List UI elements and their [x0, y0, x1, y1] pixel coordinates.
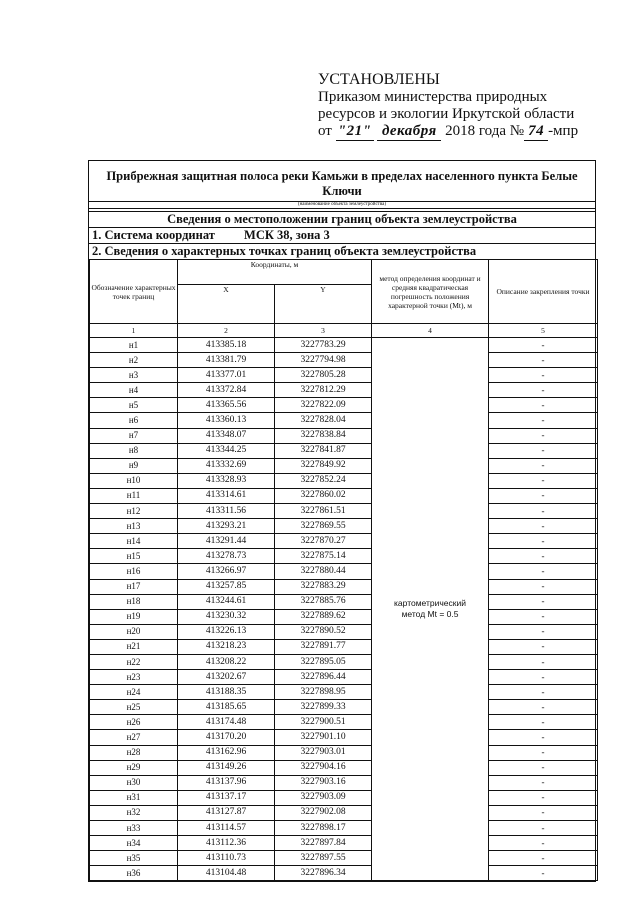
approval-stamp — [318, 70, 618, 141]
cell-x: 413348.07 — [178, 428, 275, 443]
cell-point: н27 — [90, 730, 178, 745]
cell-y: 3227897.84 — [275, 836, 372, 851]
cell-point: н34 — [90, 836, 178, 851]
cell-x: 413114.57 — [178, 821, 275, 836]
cell-x: 413127.87 — [178, 805, 275, 820]
header-fixing: Описание закрепления точки — [489, 260, 598, 324]
column-number-2: 2 — [178, 324, 275, 338]
table-row — [90, 700, 598, 715]
cell-fixing: - — [489, 821, 598, 836]
cell-x: 413137.17 — [178, 790, 275, 805]
cell-point: н21 — [90, 639, 178, 654]
points-table — [89, 259, 598, 881]
cell-point: н23 — [90, 670, 178, 685]
cell-y: 3227903.09 — [275, 790, 372, 805]
cell-x: 413291.44 — [178, 534, 275, 549]
cell-fixing: - — [489, 353, 598, 368]
cell-x: 413314.61 — [178, 488, 275, 503]
table-row — [90, 383, 598, 398]
table-row — [90, 745, 598, 760]
cell-x: 413149.26 — [178, 760, 275, 775]
cell-point: н1 — [90, 338, 178, 353]
table-row — [90, 790, 598, 805]
cell-x: 413244.61 — [178, 594, 275, 609]
cell-point: н19 — [90, 609, 178, 624]
cell-y: 3227896.44 — [275, 670, 372, 685]
cell-y: 3227885.76 — [275, 594, 372, 609]
cell-fixing: - — [489, 534, 598, 549]
approval-day: "21" — [336, 123, 374, 141]
section-heading: Сведения о местоположении границ объекта землеустройства — [89, 211, 595, 228]
cell-fixing: - — [489, 443, 598, 458]
cell-point: н18 — [90, 594, 178, 609]
approval-date-line — [318, 123, 618, 141]
cell-fixing: - — [489, 549, 598, 564]
cell-x: 413278.73 — [178, 549, 275, 564]
header-method: метод определения координат и средняя квадратическая погрешность положения характерной точки (Mt), м — [372, 260, 489, 324]
column-number-3: 3 — [275, 324, 372, 338]
table-row — [90, 398, 598, 413]
cell-x: 413185.65 — [178, 700, 275, 715]
coord-system-value: МСК 38, зона 3 — [244, 228, 330, 242]
cell-fixing: - — [489, 639, 598, 654]
table-row — [90, 428, 598, 443]
table-row — [90, 775, 598, 790]
cell-point: н3 — [90, 368, 178, 383]
cell-fixing: - — [489, 488, 598, 503]
method-line-1: картометрический — [394, 598, 466, 609]
table-row — [90, 639, 598, 654]
cell-y: 3227899.33 — [275, 700, 372, 715]
table-row — [90, 594, 598, 609]
cell-x: 413202.67 — [178, 670, 275, 685]
cell-y: 3227860.02 — [275, 488, 372, 503]
cell-y: 3227870.27 — [275, 534, 372, 549]
cell-fixing: - — [489, 685, 598, 700]
cell-point: н5 — [90, 398, 178, 413]
cell-x: 413170.20 — [178, 730, 275, 745]
cell-fixing: - — [489, 473, 598, 488]
cell-y: 3227898.17 — [275, 821, 372, 836]
cell-fixing: - — [489, 428, 598, 443]
approval-month: декабря — [377, 123, 441, 141]
cell-y: 3227896.34 — [275, 866, 372, 881]
column-number-1: 1 — [90, 324, 178, 338]
cell-y: 3227880.44 — [275, 564, 372, 579]
points-table-body — [90, 338, 598, 881]
document-title-note: (наименование объекта землеустройства) — [89, 201, 595, 209]
table-row — [90, 685, 598, 700]
cell-y: 3227794.98 — [275, 353, 372, 368]
cell-fixing: - — [489, 836, 598, 851]
cell-x: 413104.48 — [178, 866, 275, 881]
table-row — [90, 338, 598, 353]
cell-fixing: - — [489, 700, 598, 715]
cell-y: 3227812.29 — [275, 383, 372, 398]
cell-point: н33 — [90, 821, 178, 836]
cell-x: 413137.96 — [178, 775, 275, 790]
cell-fixing: - — [489, 775, 598, 790]
table-row — [90, 519, 598, 534]
table-row — [90, 504, 598, 519]
approval-from-word: от — [318, 123, 332, 139]
cell-point: н17 — [90, 579, 178, 594]
table-row — [90, 564, 598, 579]
table-row — [90, 670, 598, 685]
cell-point: н32 — [90, 805, 178, 820]
cell-fixing: - — [489, 790, 598, 805]
cell-point: н28 — [90, 745, 178, 760]
cell-fixing: - — [489, 624, 598, 639]
cell-fixing: - — [489, 458, 598, 473]
header-y: Y — [275, 285, 372, 324]
points-heading: 2. Сведения о характерных точках границ объекта землеустройства — [89, 243, 595, 259]
document-title-line-1: Прибрежная защитная полоса реки Камьжи в пределах населенного пункта Белые — [106, 169, 578, 183]
cell-x: 413328.93 — [178, 473, 275, 488]
table-row — [90, 730, 598, 745]
cell-fixing: - — [489, 368, 598, 383]
cell-fixing: - — [489, 805, 598, 820]
cell-x: 413381.79 — [178, 353, 275, 368]
cell-x: 413208.22 — [178, 654, 275, 669]
cell-fixing: - — [489, 413, 598, 428]
cell-y: 3227805.28 — [275, 368, 372, 383]
cell-point: н36 — [90, 866, 178, 881]
table-row — [90, 488, 598, 503]
table-row — [90, 534, 598, 549]
header-x: X — [178, 285, 275, 324]
approval-year: 2018 года № — [445, 123, 525, 139]
cell-y: 3227900.51 — [275, 715, 372, 730]
cell-fixing: - — [489, 519, 598, 534]
table-row — [90, 368, 598, 383]
cell-y: 3227822.09 — [275, 398, 372, 413]
cell-x: 413372.84 — [178, 383, 275, 398]
table-row — [90, 760, 598, 775]
coord-system-line — [89, 228, 595, 243]
cell-fixing: - — [489, 383, 598, 398]
cell-fixing: - — [489, 866, 598, 881]
cell-point: н7 — [90, 428, 178, 443]
cell-fixing: - — [489, 398, 598, 413]
cell-y: 3227895.05 — [275, 654, 372, 669]
cell-point: н26 — [90, 715, 178, 730]
cell-x: 413162.96 — [178, 745, 275, 760]
header-point: Обозначение характерных точек границ — [90, 260, 178, 324]
cell-y: 3227903.01 — [275, 745, 372, 760]
table-row — [90, 624, 598, 639]
table-row — [90, 458, 598, 473]
cell-fixing: - — [489, 745, 598, 760]
cell-y: 3227904.16 — [275, 760, 372, 775]
cell-y: 3227783.29 — [275, 338, 372, 353]
cell-x: 413311.56 — [178, 504, 275, 519]
cell-y: 3227897.55 — [275, 851, 372, 866]
cell-fixing: - — [489, 504, 598, 519]
approval-line-2: ресурсов и экологии Иркутской области — [318, 106, 575, 122]
cell-point: н6 — [90, 413, 178, 428]
approval-suffix: -мпр — [548, 123, 579, 139]
cell-y: 3227883.29 — [275, 579, 372, 594]
cell-y: 3227838.84 — [275, 428, 372, 443]
cell-fixing: - — [489, 579, 598, 594]
cell-x: 413377.01 — [178, 368, 275, 383]
cell-y: 3227898.95 — [275, 685, 372, 700]
header-coordinates: Координаты, м — [178, 260, 372, 285]
table-row — [90, 836, 598, 851]
cell-point: н25 — [90, 700, 178, 715]
cell-point: н10 — [90, 473, 178, 488]
cell-y: 3227890.52 — [275, 624, 372, 639]
table-row — [90, 579, 598, 594]
cell-y: 3227889.62 — [275, 609, 372, 624]
cell-x: 413365.56 — [178, 398, 275, 413]
cell-point: н14 — [90, 534, 178, 549]
cell-x: 413257.85 — [178, 579, 275, 594]
cell-point: н30 — [90, 775, 178, 790]
cell-point: н35 — [90, 851, 178, 866]
cell-y: 3227828.04 — [275, 413, 372, 428]
cell-point: н29 — [90, 760, 178, 775]
table-row — [90, 805, 598, 820]
cell-y: 3227852.24 — [275, 473, 372, 488]
cell-point: н24 — [90, 685, 178, 700]
cell-x: 413218.23 — [178, 639, 275, 654]
cell-y: 3227861.51 — [275, 504, 372, 519]
cell-x: 413112.36 — [178, 836, 275, 851]
cell-point: н2 — [90, 353, 178, 368]
table-row — [90, 715, 598, 730]
cell-point: н22 — [90, 654, 178, 669]
table-row — [90, 866, 598, 881]
table-row — [90, 821, 598, 836]
cell-y: 3227901.10 — [275, 730, 372, 745]
cell-fixing: - — [489, 851, 598, 866]
cell-point: н20 — [90, 624, 178, 639]
document-title-line-2: Ключи — [322, 184, 362, 198]
cell-x: 413344.25 — [178, 443, 275, 458]
table-row — [90, 549, 598, 564]
cell-fixing: - — [489, 564, 598, 579]
table-row — [90, 413, 598, 428]
cell-fixing: - — [489, 338, 598, 353]
cell-y: 3227849.92 — [275, 458, 372, 473]
cell-point: н12 — [90, 504, 178, 519]
column-number-4: 4 — [372, 324, 489, 338]
cell-x: 413230.32 — [178, 609, 275, 624]
method-cell — [372, 338, 489, 881]
cell-point: н8 — [90, 443, 178, 458]
cell-point: н16 — [90, 564, 178, 579]
cell-x: 413110.73 — [178, 851, 275, 866]
cell-point: н31 — [90, 790, 178, 805]
cell-x: 413332.69 — [178, 458, 275, 473]
cell-y: 3227875.14 — [275, 549, 372, 564]
approval-heading: УСТАНОВЛЕНЫ — [318, 71, 440, 88]
cell-x: 413385.18 — [178, 338, 275, 353]
cell-x: 413266.97 — [178, 564, 275, 579]
table-row — [90, 473, 598, 488]
cell-point: н11 — [90, 488, 178, 503]
cell-fixing: - — [489, 594, 598, 609]
boundary-document — [88, 160, 596, 882]
cell-fixing: - — [489, 670, 598, 685]
approval-line-1: Приказом министерства природных — [318, 89, 548, 105]
cell-fixing: - — [489, 715, 598, 730]
cell-x: 413188.35 — [178, 685, 275, 700]
cell-point: н13 — [90, 519, 178, 534]
cell-x: 413360.13 — [178, 413, 275, 428]
cell-point: н4 — [90, 383, 178, 398]
table-row — [90, 609, 598, 624]
cell-fixing: - — [489, 654, 598, 669]
cell-x: 413293.21 — [178, 519, 275, 534]
cell-fixing: - — [489, 760, 598, 775]
cell-point: н9 — [90, 458, 178, 473]
table-row — [90, 654, 598, 669]
cell-y: 3227841.87 — [275, 443, 372, 458]
cell-y: 3227903.16 — [275, 775, 372, 790]
cell-y: 3227902.08 — [275, 805, 372, 820]
coord-system-label: 1. Система координат — [92, 228, 215, 242]
method-line-2: метод Mt = 0.5 — [401, 609, 459, 620]
cell-fixing: - — [489, 609, 598, 624]
approval-number: 74 — [524, 123, 548, 141]
cell-fixing: - — [489, 730, 598, 745]
cell-point: н15 — [90, 549, 178, 564]
cell-y: 3227891.77 — [275, 639, 372, 654]
table-row — [90, 353, 598, 368]
document-title — [89, 161, 595, 201]
cell-y: 3227869.55 — [275, 519, 372, 534]
table-row — [90, 443, 598, 458]
cell-x: 413226.13 — [178, 624, 275, 639]
table-row — [90, 851, 598, 866]
column-number-5: 5 — [489, 324, 598, 338]
cell-x: 413174.48 — [178, 715, 275, 730]
